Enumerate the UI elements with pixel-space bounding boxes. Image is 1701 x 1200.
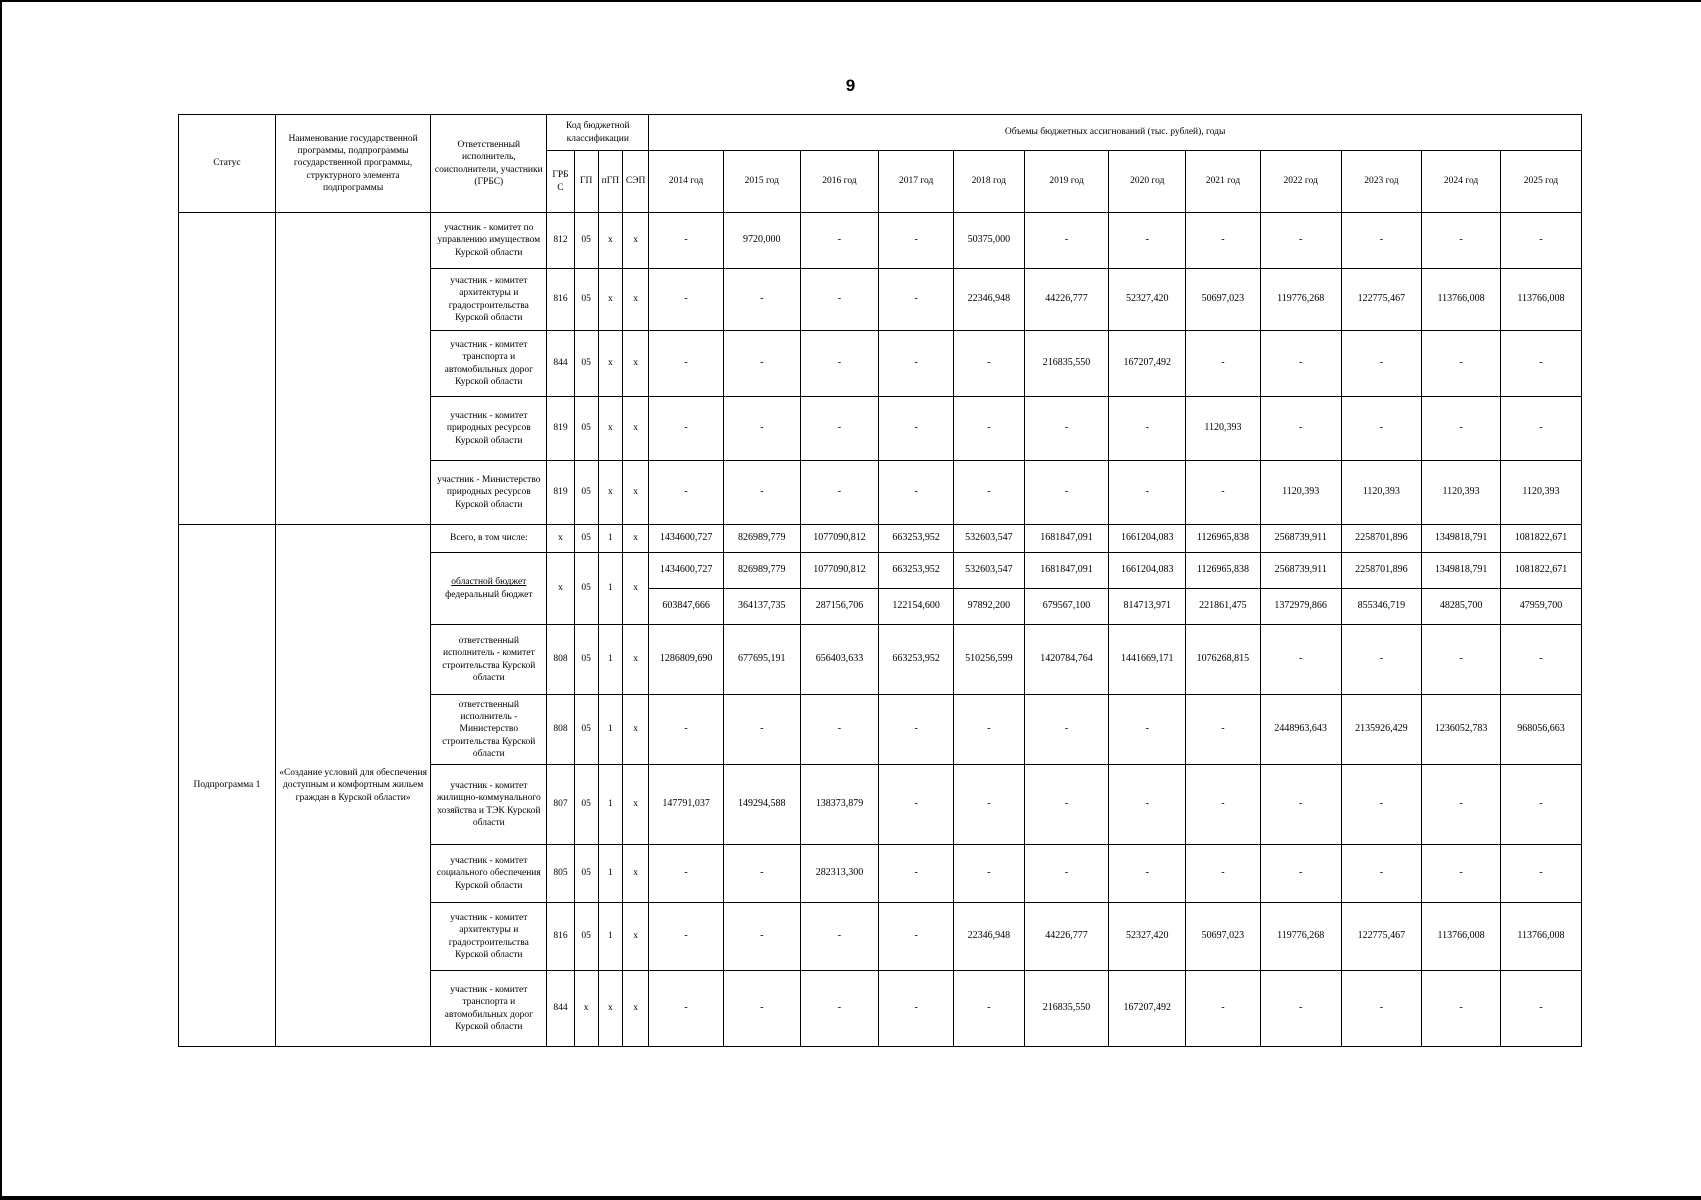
value-cell: 1081822,671 [1500,553,1581,589]
bottom-border-line [0,1196,1701,1200]
responsible-cell: ответственный исполнитель - Министерство строительства Курской области [431,695,547,765]
header-year-8: 2022 год [1260,151,1341,213]
header-year-3: 2017 год [879,151,954,213]
value-cell: 44226,777 [1024,903,1109,971]
responsible-cell-budget [431,553,547,625]
code-cell: 1 [598,903,622,971]
value-cell: - [1500,331,1581,397]
value-cell: 1286809,690 [649,625,724,695]
value-cell: 1077090,812 [800,525,879,553]
value-cell: - [1024,397,1109,461]
value-cell: - [879,765,954,845]
value-cell: - [879,213,954,269]
code-cell: х [598,461,622,525]
value-cell: - [1260,625,1341,695]
code-cell: х [623,625,649,695]
value-cell: - [879,269,954,331]
value-cell: - [723,461,800,525]
code-cell: 844 [547,971,574,1047]
status-cell: Подпрограмма 1 [179,525,276,1047]
value-cell: 113766,008 [1500,269,1581,331]
status-cell [179,213,276,525]
value-cell: - [723,695,800,765]
value-cell: 603847,666 [649,589,724,625]
value-cell: - [1422,971,1501,1047]
value-cell: - [879,331,954,397]
value-cell: - [800,695,879,765]
value-cell: 663253,952 [879,625,954,695]
value-cell: - [1186,461,1261,525]
code-cell: х [598,269,622,331]
responsible-cell: участник - комитет природных ресурсов Курской области [431,397,547,461]
value-cell: 532603,547 [954,525,1025,553]
value-cell: - [879,845,954,903]
value-cell: - [1422,331,1501,397]
value-cell: - [649,903,724,971]
value-cell: - [1109,213,1186,269]
value-cell: - [649,461,724,525]
value-cell: - [954,397,1025,461]
value-cell: - [723,903,800,971]
code-cell: 1 [598,625,622,695]
value-cell: 826989,779 [723,553,800,589]
responsible-cell: участник - комитет архитектуры и градостроительства Курской области [431,903,547,971]
value-cell: - [1341,331,1422,397]
code-cell: 05 [574,213,598,269]
value-cell: 1661204,083 [1109,525,1186,553]
value-cell: - [1500,845,1581,903]
header-volumes: Объемы бюджетных ассигнований (тыс. рублей), годы [649,115,1582,151]
value-cell: - [879,971,954,1047]
value-cell: - [1260,845,1341,903]
value-cell: 814713,971 [1109,589,1186,625]
value-cell: - [649,397,724,461]
value-cell: - [1109,845,1186,903]
value-cell: 119776,268 [1260,269,1341,331]
code-cell: х [623,971,649,1047]
value-cell: - [800,461,879,525]
code-cell: 05 [574,625,598,695]
value-cell: - [879,461,954,525]
value-cell: - [954,461,1025,525]
value-cell: 1434600,727 [649,553,724,589]
header-year-9: 2023 год [1341,151,1422,213]
code-cell: х [598,397,622,461]
code-cell: 05 [574,525,598,553]
value-cell: - [954,695,1025,765]
code-cell: 816 [547,903,574,971]
header-year-1: 2015 год [723,151,800,213]
value-cell: - [649,213,724,269]
header-year-7: 2021 год [1186,151,1261,213]
code-cell: 805 [547,845,574,903]
value-cell: 97892,200 [954,589,1025,625]
value-cell: - [954,845,1025,903]
code-cell: 819 [547,397,574,461]
page-number: 9 [845,76,856,95]
value-cell: - [1260,213,1341,269]
code-cell: х [598,331,622,397]
value-cell: 22346,948 [954,269,1025,331]
code-cell: 05 [574,845,598,903]
responsible-cell: участник - комитет социального обеспечения Курской области [431,845,547,903]
value-cell: 1120,393 [1422,461,1501,525]
value-cell: - [800,397,879,461]
value-cell: 113766,008 [1500,903,1581,971]
header-responsible: Ответственный исполнитель, соисполнители, участники (ГРБС) [431,115,547,213]
value-cell: - [879,903,954,971]
value-cell: 679567,100 [1024,589,1109,625]
value-cell: - [800,971,879,1047]
value-cell: 510256,599 [954,625,1025,695]
header-budget-code: Код бюджетной классификации [547,115,649,151]
value-cell: 44226,777 [1024,269,1109,331]
value-cell: - [1186,765,1261,845]
value-cell: 1349818,791 [1422,553,1501,589]
value-cell: - [1109,765,1186,845]
value-cell: - [1186,331,1261,397]
value-cell: 1420784,764 [1024,625,1109,695]
code-cell: 819 [547,461,574,525]
code-cell: х [623,331,649,397]
value-cell: - [1422,765,1501,845]
value-cell: 663253,952 [879,525,954,553]
value-cell: - [723,971,800,1047]
value-cell: 138373,879 [800,765,879,845]
value-cell: - [1500,625,1581,695]
value-cell: 50697,023 [1186,269,1261,331]
code-cell: 1 [598,553,622,625]
header-year-10: 2024 год [1422,151,1501,213]
value-cell: - [1024,765,1109,845]
code-cell: х [623,553,649,625]
value-cell: 2568739,911 [1260,525,1341,553]
code-cell: 05 [574,269,598,331]
code-cell: 808 [547,695,574,765]
code-cell: 1 [598,525,622,553]
value-cell: 9720,000 [723,213,800,269]
value-cell: 216835,550 [1024,971,1109,1047]
value-cell: 52327,420 [1109,269,1186,331]
value-cell: - [1422,625,1501,695]
value-cell: - [1024,695,1109,765]
header-year-11: 2025 год [1500,151,1581,213]
code-cell: х [547,525,574,553]
code-cell: х [623,845,649,903]
value-cell: - [879,397,954,461]
responsible-cell: участник - комитет архитектуры и градостроительства Курской области [431,269,547,331]
value-cell: - [1500,765,1581,845]
left-border-line [0,0,2,1200]
value-cell: - [1109,397,1186,461]
code-cell: 05 [574,765,598,845]
value-cell: 1120,393 [1341,461,1422,525]
code-cell: 808 [547,625,574,695]
value-cell: 1681847,091 [1024,525,1109,553]
header-year-6: 2020 год [1109,151,1186,213]
value-cell: 1434600,727 [649,525,724,553]
code-cell: х [623,213,649,269]
responsible-cell: участник - комитет по управлению имуществом Курской области [431,213,547,269]
value-cell: - [1422,845,1501,903]
value-cell: 1441669,171 [1109,625,1186,695]
value-cell: - [1024,845,1109,903]
value-cell: 22346,948 [954,903,1025,971]
code-cell: 05 [574,397,598,461]
value-cell: - [800,903,879,971]
value-cell: 663253,952 [879,553,954,589]
header-name: Наименование государственной программы, подпрограммы государственной программы, структурного элемента подпрограммы [275,115,430,213]
value-cell: - [1109,695,1186,765]
header-year-5: 2019 год [1024,151,1109,213]
value-cell: 968056,663 [1500,695,1581,765]
value-cell: 149294,588 [723,765,800,845]
value-cell: 52327,420 [1109,903,1186,971]
header-code-0: ГРБС [547,151,574,213]
table-row [179,525,1582,553]
value-cell: 826989,779 [723,525,800,553]
header-year-4: 2018 год [954,151,1025,213]
code-cell: 807 [547,765,574,845]
value-cell: - [723,845,800,903]
table-body [179,213,1582,1047]
code-cell: 05 [574,553,598,625]
value-cell: - [649,269,724,331]
code-cell: х [623,903,649,971]
value-cell: 1120,393 [1260,461,1341,525]
value-cell: 47959,700 [1500,589,1581,625]
code-cell: х [623,525,649,553]
value-cell: - [649,695,724,765]
header-code-3: СЭП [623,151,649,213]
value-cell: - [1024,213,1109,269]
value-cell: - [954,765,1025,845]
responsible-cell: участник - комитет транспорта и автомобильных дорог Курской области [431,971,547,1047]
value-cell: 50375,000 [954,213,1025,269]
code-cell: 844 [547,331,574,397]
value-cell: 855346,719 [1341,589,1422,625]
code-cell: х [623,461,649,525]
code-cell: 05 [574,695,598,765]
header-code-2: пГП [598,151,622,213]
value-cell: 122775,467 [1341,269,1422,331]
header-status: Статус [179,115,276,213]
value-cell: - [1260,765,1341,845]
value-cell: - [1024,461,1109,525]
name-cell [275,213,430,525]
value-cell: 656403,633 [800,625,879,695]
code-cell: 1 [598,695,622,765]
responsible-cell: Всего, в том числе: [431,525,547,553]
value-cell: 1081822,671 [1500,525,1581,553]
name-cell: «Создание условий для обеспечения доступным и комфортным жильем граждан в Курской области» [275,525,430,1047]
value-cell: - [1341,765,1422,845]
code-cell: х [547,553,574,625]
value-cell: 1077090,812 [800,553,879,589]
responsible-cell: участник - комитет жилищно-коммунального хозяйства и ТЭК Курской области [431,765,547,845]
value-cell: 1681847,091 [1024,553,1109,589]
value-cell: 364137,735 [723,589,800,625]
header-year-2: 2016 год [800,151,879,213]
value-cell: 113766,008 [1422,903,1501,971]
value-cell: - [1186,971,1261,1047]
code-cell: х [623,695,649,765]
code-cell: 05 [574,461,598,525]
value-cell: 1349818,791 [1422,525,1501,553]
value-cell: 282313,300 [800,845,879,903]
budget-allocation-table [178,114,1582,1047]
value-cell: - [1186,213,1261,269]
responsible-cell: участник - Министерство природных ресурсов Курской области [431,461,547,525]
value-cell: 122775,467 [1341,903,1422,971]
code-cell: х [598,213,622,269]
value-cell: - [954,971,1025,1047]
value-cell: 2258701,896 [1341,525,1422,553]
value-cell: 167207,492 [1109,971,1186,1047]
value-cell: 221861,475 [1186,589,1261,625]
code-cell: х [598,971,622,1047]
federal-budget-label: федеральный бюджет [445,589,533,600]
value-cell: 1120,393 [1186,397,1261,461]
value-cell: 1372979,866 [1260,589,1341,625]
value-cell: - [1422,397,1501,461]
value-cell: - [1260,397,1341,461]
code-cell: 05 [574,903,598,971]
value-cell: 532603,547 [954,553,1025,589]
code-cell: 816 [547,269,574,331]
value-cell: - [1422,213,1501,269]
value-cell: - [1109,461,1186,525]
code-cell: 1 [598,765,622,845]
value-cell: 2135926,429 [1341,695,1422,765]
value-cell: 1126965,838 [1186,525,1261,553]
value-cell: 216835,550 [1024,331,1109,397]
value-cell: - [879,695,954,765]
value-cell: 1120,393 [1500,461,1581,525]
value-cell: 2568739,911 [1260,553,1341,589]
responsible-cell: ответственный исполнитель - комитет строительства Курской области [431,625,547,695]
value-cell: 167207,492 [1109,331,1186,397]
value-cell: - [723,269,800,331]
value-cell: - [1341,213,1422,269]
code-cell: х [623,269,649,331]
value-cell: - [1341,625,1422,695]
value-cell: 1661204,083 [1109,553,1186,589]
value-cell: - [800,213,879,269]
header-code-1: ГП [574,151,598,213]
value-cell: - [1500,397,1581,461]
value-cell: 1126965,838 [1186,553,1261,589]
value-cell: 677695,191 [723,625,800,695]
code-cell: х [623,765,649,845]
value-cell: - [649,331,724,397]
value-cell: - [1186,695,1261,765]
value-cell: - [1341,397,1422,461]
value-cell: - [800,331,879,397]
code-cell: 1 [598,845,622,903]
value-cell: 1076268,815 [1186,625,1261,695]
regional-budget-label: областной бюджет [451,577,527,588]
value-cell: 147791,037 [649,765,724,845]
value-cell: 287156,706 [800,589,879,625]
code-cell: х [623,397,649,461]
value-cell: - [1186,845,1261,903]
value-cell: - [954,331,1025,397]
value-cell: 48285,700 [1422,589,1501,625]
responsible-cell: участник - комитет транспорта и автомобильных дорог Курской области [431,331,547,397]
code-cell: 05 [574,331,598,397]
value-cell: - [1500,213,1581,269]
value-cell: 1236052,783 [1422,695,1501,765]
table-row [179,213,1582,269]
value-cell: - [649,845,724,903]
value-cell: - [649,971,724,1047]
header-year-0: 2014 год [649,151,724,213]
value-cell: - [800,269,879,331]
code-cell: х [574,971,598,1047]
value-cell: 119776,268 [1260,903,1341,971]
value-cell: - [1341,971,1422,1047]
value-cell: - [1500,971,1581,1047]
value-cell: 122154,600 [879,589,954,625]
value-cell: - [1260,971,1341,1047]
value-cell: 50697,023 [1186,903,1261,971]
value-cell: 113766,008 [1422,269,1501,331]
value-cell: - [723,331,800,397]
value-cell: - [1341,845,1422,903]
value-cell: 2258701,896 [1341,553,1422,589]
value-cell: - [1260,331,1341,397]
code-cell: 812 [547,213,574,269]
value-cell: - [723,397,800,461]
top-border-line [0,0,1701,2]
value-cell: 2448963,643 [1260,695,1341,765]
